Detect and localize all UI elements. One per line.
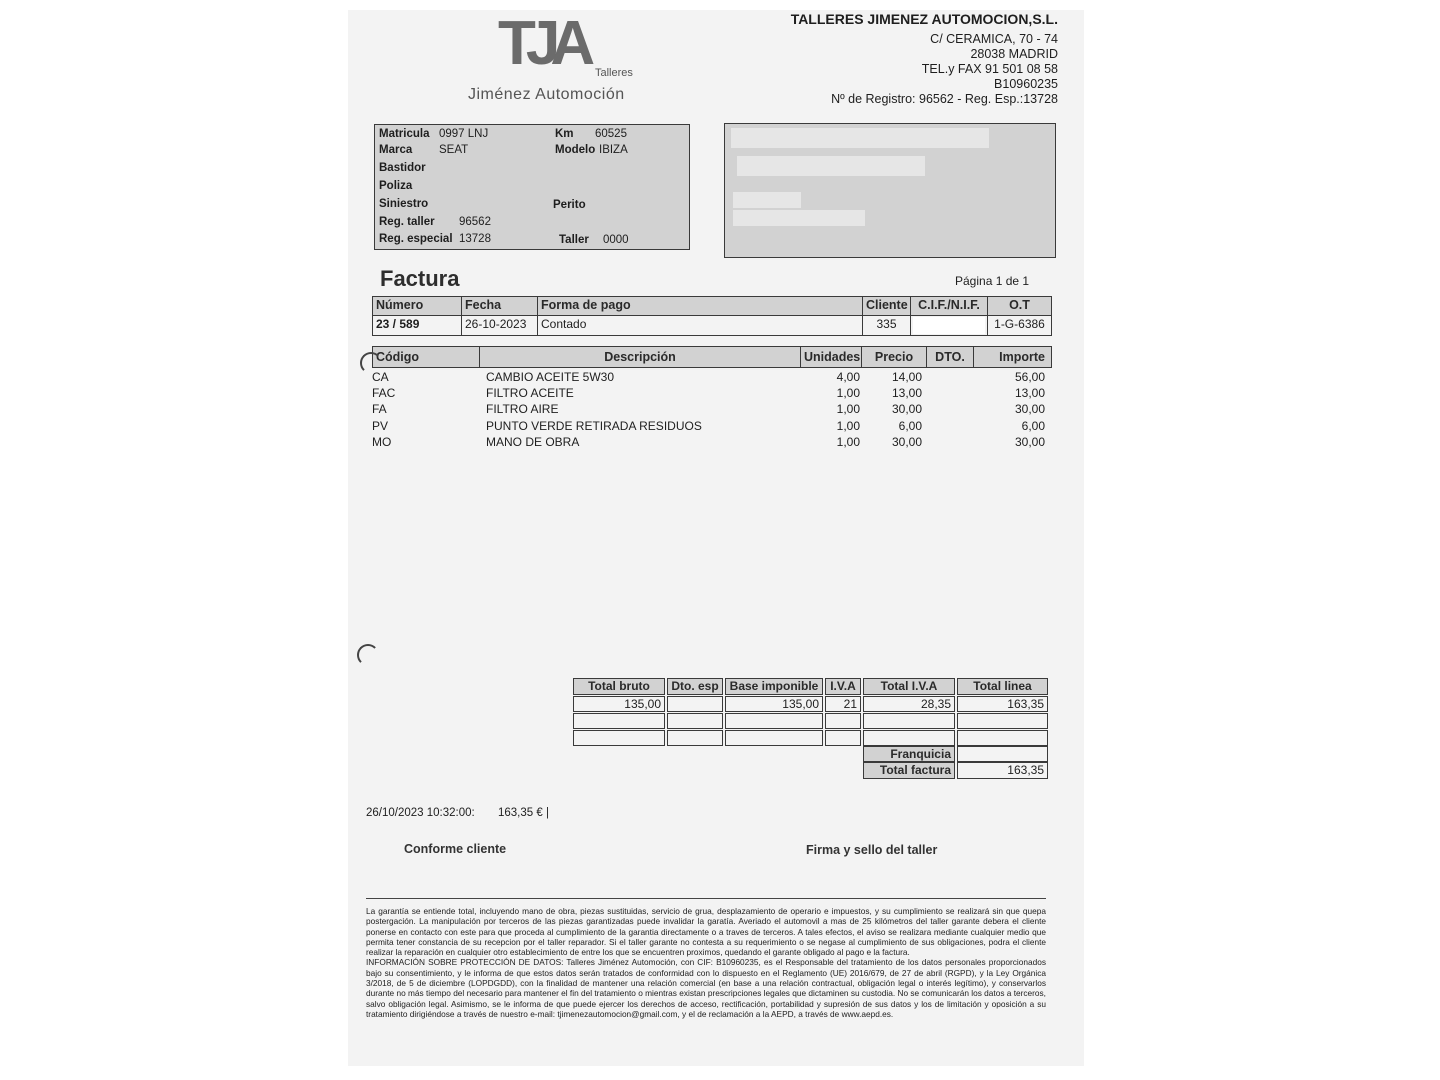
codigo-header: Código	[372, 346, 480, 368]
item-price: 30,00	[891, 435, 922, 449]
print-amount: 163,35 € |	[498, 807, 549, 819]
company-phone: TEL.y FAX 91 501 08 58	[921, 62, 1058, 76]
page-indicator: Página 1 de 1	[955, 274, 1030, 288]
total-iva-header: Total I.V.A	[863, 678, 955, 695]
logo-monogram: TJA	[498, 9, 586, 78]
totals-empty-cell	[957, 730, 1048, 746]
punch-hole-mark	[360, 352, 382, 374]
redacted-customer-name	[731, 128, 989, 148]
cif-value	[910, 315, 988, 336]
item-amount: 56,00	[1014, 370, 1045, 384]
total-bruto-header: Total bruto	[573, 678, 665, 695]
dto-header: DTO.	[926, 346, 974, 368]
matricula-label: Matricula	[379, 128, 430, 140]
total-factura-label: Total factura	[863, 762, 955, 779]
totals-empty-cell	[725, 730, 823, 746]
item-units: 1,00	[836, 402, 860, 416]
numero-header: Número	[372, 296, 462, 316]
item-price: 30,00	[891, 402, 922, 416]
reg-taller-label: Reg. taller	[379, 216, 435, 228]
item-code: FA	[372, 402, 387, 416]
totals-empty-cell	[667, 730, 723, 746]
precio-header: Precio	[861, 346, 927, 368]
reg-especial-label: Reg. especial	[379, 233, 453, 245]
item-description: FILTRO ACEITE	[486, 386, 574, 400]
vehicle-info-box	[374, 124, 690, 250]
cliente-header: Cliente	[862, 296, 911, 316]
total-linea-header: Total linea	[957, 678, 1048, 695]
item-price: 14,00	[891, 370, 922, 384]
item-code: PV	[372, 419, 389, 433]
totals-empty-cell	[825, 730, 861, 746]
ot-value: 1-G-6386	[987, 315, 1052, 336]
base-imponible-header: Base imponible	[725, 678, 823, 695]
matricula-value: 0997 LNJ	[439, 128, 489, 140]
perito-label: Perito	[553, 199, 586, 211]
iva-header: I.V.A	[825, 678, 861, 695]
total-linea-value: 163,35	[957, 696, 1048, 712]
totals-empty-cell	[957, 713, 1048, 729]
item-units: 1,00	[836, 435, 860, 449]
company-cif: B10960235	[994, 77, 1058, 91]
reg-especial-value: 13728	[459, 233, 491, 245]
company-info	[791, 12, 1058, 107]
print-timestamp: 26/10/2023 10:32:00:	[366, 807, 475, 819]
modelo-label: Modelo	[555, 144, 596, 156]
privacy-text: INFORMACIÓN SOBRE PROTECCIÓN DE DATOS: Talleres Jiménez Automoción, con CIF: B10960235, es el Responsable del tratamiento de los datos personales proporcionados bajo su consentimiento, y le informa de que estos datos serán tratados de conformidad con lo dispuesto en el Reglamento (UE) 2016/679, de 27 de abril (RGPD), y la Ley Orgánica 3/2018, de 5 de diciembre (LOPDGDD), con la finalidad de mantener una relación comercial (en base a una relación contractual, obligación legal o interés legítimo), y conservarlos durante no más tiempo del necesario para mantener el fin del tratamiento o mientras existan prescripciones legales que dictaminen su custodia. No se comunicarán los datos a terceros, salvo obligación legal. Asimismo, se le informa de que puede ejercer los derechos de acceso, rectificación, portabilidad y supresión de sus datos y los de limitación y oposición a su tratamiento dirigiéndose a través de nuestro e-mail: tjimenezautomocion@gmail.com, y el de reclamación a la AEPD, a través de www.aepd.es.	[366, 957, 1046, 1019]
guarantee-text: La garantía se entiende total, incluyendo mano de obra, piezas sustituidas, servicio de grua, desplazamiento de operario e impuestos, y su cumplimiento se realizará sin que quepa postergación. La manipulación por terceros de las piezas garantizadas puede invalidar la garatía. Averiado el automovil a mas de 25 kilómetros del taller garante debera el cliente ponerse en contacto con este para que proceda al cumplimiento de la garantia directamente o a traves de terceros. A tales efectos, el aviso se realizara mediante cualquier medio que permita tener constancia de su recepcion por el taller reparador. Si el taller garante no contesta a su requerimiento o se negase al cumplimiento de sus obligaciones, podra el cliente realizar la reparación en cualquier otro establecimiento de entre los que se encuentren proximos, quedando el garante obligado al pago e la factura.	[366, 906, 1046, 958]
totals-empty-cell	[725, 713, 823, 729]
company-name: TALLERES JIMENEZ AUTOMOCION,S.L.	[790, 11, 1058, 27]
taller-label: Taller	[559, 234, 589, 246]
item-amount: 30,00	[1014, 402, 1045, 416]
total-bruto-value: 135,00	[573, 696, 665, 712]
totals-empty-cell	[667, 713, 723, 729]
fecha-header: Fecha	[461, 296, 538, 316]
taller-value: 0000	[603, 234, 629, 246]
dto-esp-header: Dto. esp	[667, 678, 723, 695]
poliza-label: Poliza	[379, 180, 413, 192]
item-code: MO	[372, 435, 392, 449]
franquicia-value	[957, 746, 1048, 762]
customer-info-box	[724, 123, 1056, 258]
reg-taller-value: 96562	[459, 216, 491, 228]
redacted-customer-city	[733, 192, 801, 208]
invoice-page	[348, 10, 1084, 1066]
importe-header: Importe	[973, 346, 1052, 368]
item-price: 13,00	[891, 386, 922, 400]
logo-tag: Talleres	[595, 67, 633, 79]
item-description: CAMBIO ACEITE 5W30	[486, 370, 615, 384]
conforme-cliente-label: Conforme cliente	[404, 842, 507, 856]
totals-empty-cell	[573, 713, 665, 729]
cliente-value: 335	[862, 315, 911, 336]
forma-pago-value: Contado	[537, 315, 863, 336]
punch-hole-mark	[357, 644, 379, 666]
iva-value: 21	[825, 696, 861, 712]
item-code: FAC	[372, 386, 396, 400]
numero-value: 23 / 589	[372, 315, 462, 336]
forma-pago-header: Forma de pago	[537, 296, 863, 316]
cif-header: C.I.F./N.I.F.	[910, 296, 988, 316]
redacted-customer-id	[733, 210, 865, 226]
company-city: 28038 MADRID	[970, 47, 1058, 61]
totals-empty-cell	[863, 713, 955, 729]
totals-empty-cell	[573, 730, 665, 746]
franquicia-label: Franquicia	[863, 746, 955, 762]
marca-label: Marca	[379, 144, 413, 156]
item-description: FILTRO AIRE	[486, 402, 559, 416]
item-amount: 13,00	[1014, 386, 1045, 400]
logo-name: Jiménez Automoción	[468, 86, 625, 103]
footer-divider	[366, 898, 1046, 899]
km-label: Km	[555, 128, 574, 140]
item-units: 4,00	[836, 370, 860, 384]
totals-empty-cell	[825, 713, 861, 729]
redacted-cif	[913, 317, 985, 334]
item-description: MANO DE OBRA	[486, 435, 580, 449]
invoice-title: Factura	[380, 266, 460, 291]
totals-empty-cell	[863, 730, 955, 746]
item-units: 1,00	[836, 419, 860, 433]
modelo-value: IBIZA	[599, 144, 628, 156]
unidades-header: Unidades	[800, 346, 862, 368]
dto-esp-value	[667, 696, 723, 712]
item-amount: 30,00	[1014, 435, 1045, 449]
company-logo	[466, 10, 646, 110]
item-units: 1,00	[836, 386, 860, 400]
descripcion-header: Descripción	[479, 346, 801, 368]
item-code: CA	[372, 370, 389, 384]
firma-sello-label: Firma y sello del taller	[806, 843, 938, 857]
item-amount: 6,00	[1021, 419, 1045, 433]
km-value: 60525	[595, 128, 627, 140]
marca-value: SEAT	[439, 144, 469, 156]
legal-notice	[366, 906, 1046, 1019]
ot-header: O.T	[987, 296, 1052, 316]
total-factura-value: 163,35	[957, 762, 1048, 779]
redacted-customer-address	[737, 156, 925, 176]
base-imponible-value: 135,00	[725, 696, 823, 712]
siniestro-label: Siniestro	[379, 198, 429, 210]
company-address: C/ CERAMICA, 70 - 74	[930, 32, 1058, 46]
item-description: PUNTO VERDE RETIRADA RESIDUOS	[486, 419, 702, 433]
fecha-value: 26-10-2023	[461, 315, 538, 336]
item-price: 6,00	[898, 419, 922, 433]
bastidor-label: Bastidor	[379, 162, 426, 174]
company-registry: Nº de Registro: 96562 - Reg. Esp.:13728	[831, 92, 1058, 106]
total-iva-value: 28,35	[863, 696, 955, 712]
